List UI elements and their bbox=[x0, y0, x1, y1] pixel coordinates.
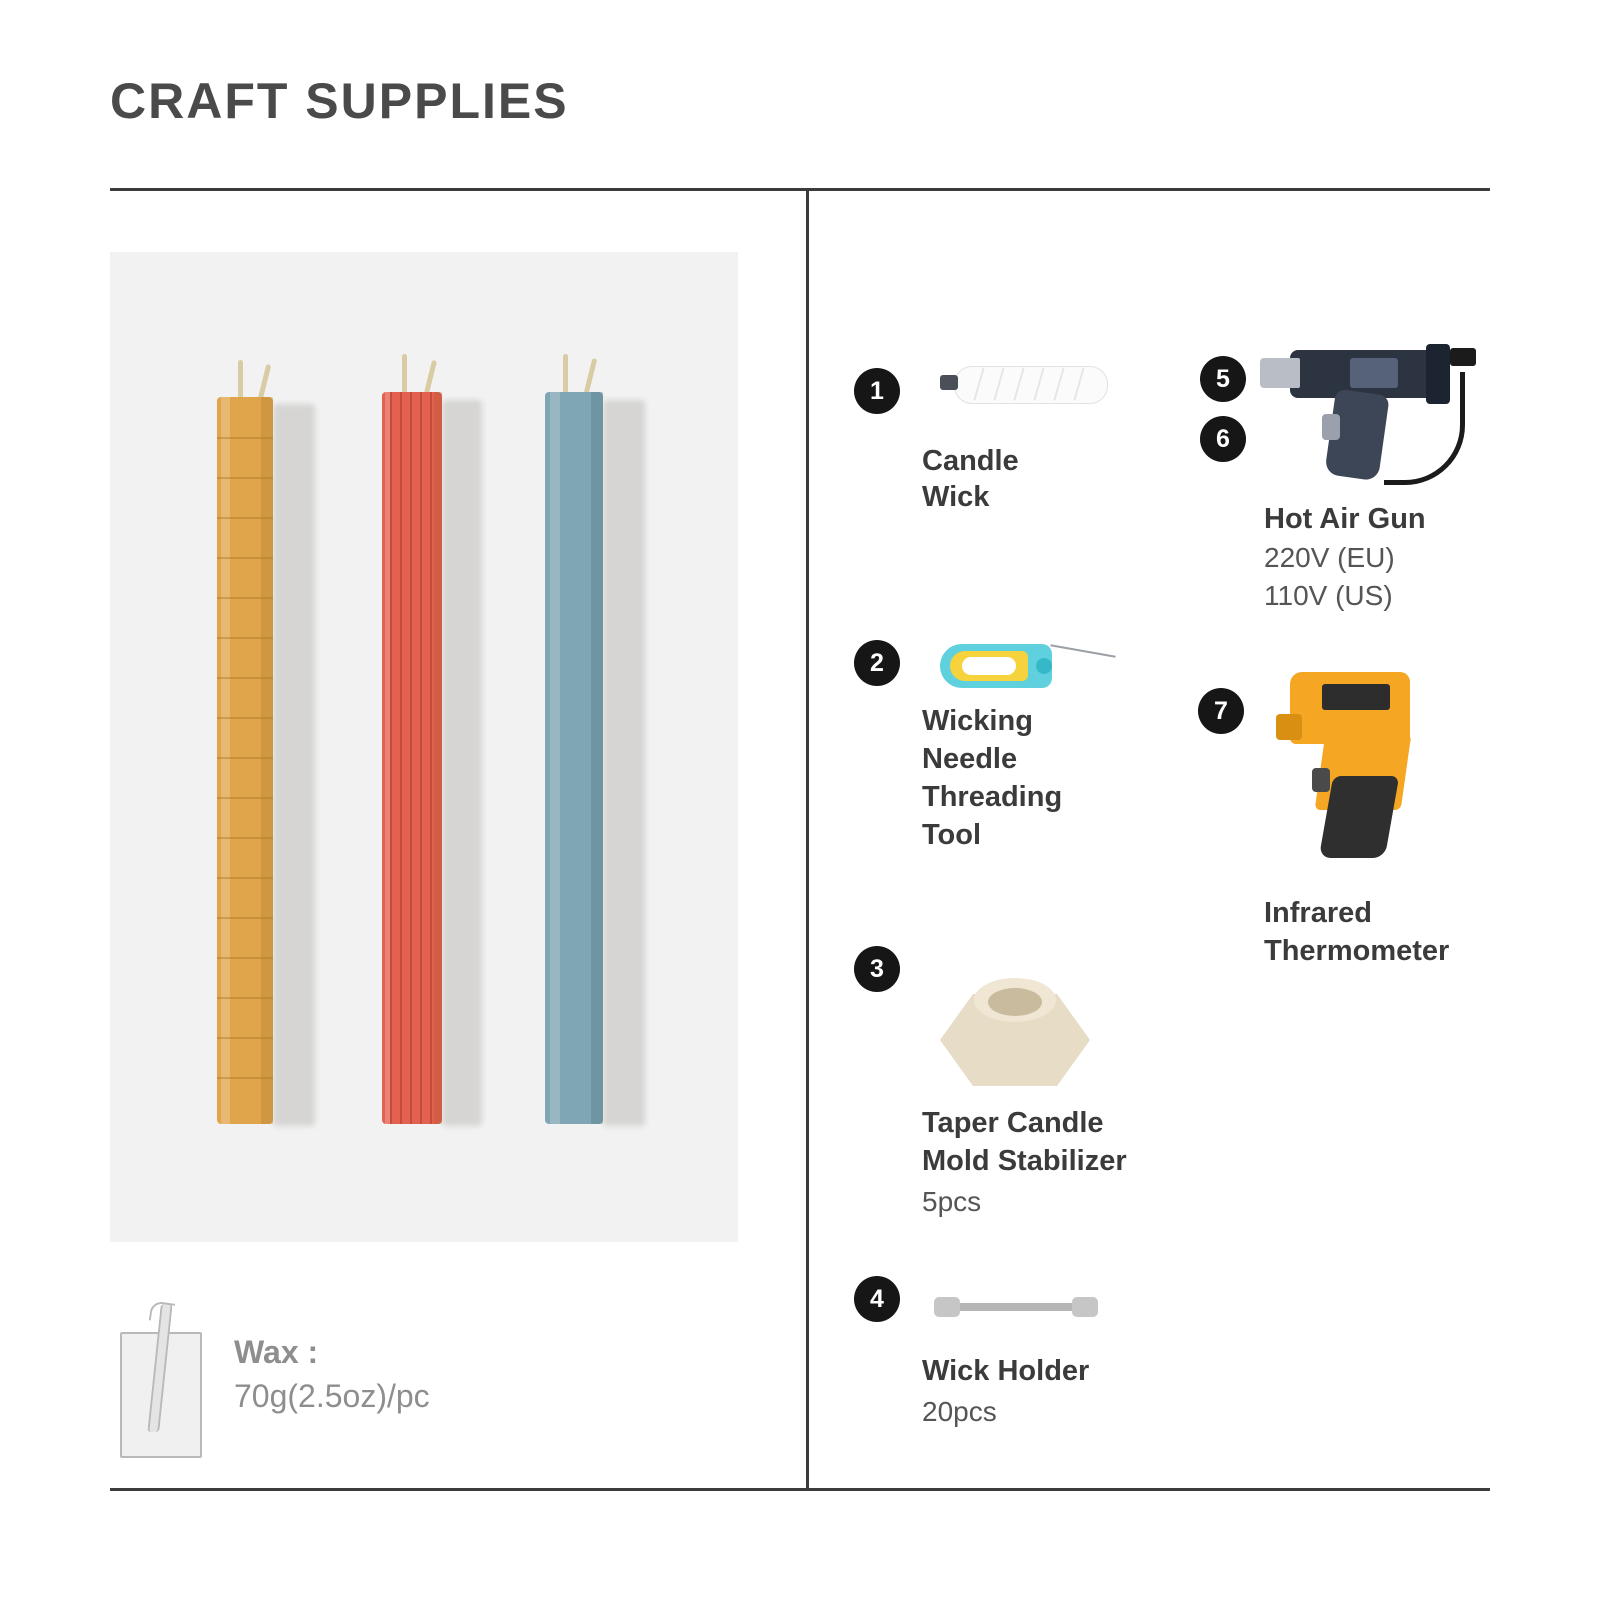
hot-air-gun-icon bbox=[1258, 338, 1488, 508]
wax-text bbox=[234, 1330, 430, 1418]
candle-shadow bbox=[603, 400, 645, 1126]
wax-label: Wax : bbox=[234, 1334, 319, 1370]
item-5-label-line1: Hot Air Gun bbox=[1264, 503, 1426, 535]
candle-shadow bbox=[273, 404, 315, 1126]
badge-2: 2 bbox=[854, 640, 900, 686]
wick-holder-icon bbox=[930, 1292, 1102, 1322]
wax-pour-icon bbox=[114, 1304, 202, 1456]
ribbed-taper-candle bbox=[217, 397, 273, 1124]
candle-wick bbox=[258, 364, 272, 400]
item-7-label-line2: Thermometer bbox=[1264, 935, 1450, 967]
candle-wick-roll-icon bbox=[938, 362, 1116, 406]
badge-5: 5 bbox=[1200, 356, 1246, 402]
item-1-label-line1: Candle bbox=[922, 445, 1019, 477]
candles-photo bbox=[110, 252, 738, 1242]
item-2-label-line1: Wicking bbox=[922, 705, 1033, 737]
item-3-label-line2: Mold Stabilizer bbox=[922, 1145, 1127, 1177]
candle-wick bbox=[584, 358, 598, 394]
fluted-taper-candle bbox=[382, 392, 442, 1124]
wax-note bbox=[110, 1300, 530, 1460]
infrared-thermometer-icon bbox=[1276, 672, 1424, 862]
divider-bottom bbox=[110, 1488, 1490, 1491]
item-4-label-line1: Wick Holder bbox=[922, 1355, 1090, 1387]
item-2-label-line3: Threading bbox=[922, 781, 1063, 813]
badge-3: 3 bbox=[854, 946, 900, 992]
candle-group bbox=[110, 252, 738, 1242]
candle-shade bbox=[261, 397, 273, 1124]
item-7-label-line1: Infrared bbox=[1264, 897, 1372, 929]
divider-vertical bbox=[806, 190, 809, 1488]
item-5-spec-line2: 110V (US) bbox=[1264, 580, 1393, 611]
item-1-label-line2: Wick bbox=[922, 481, 990, 513]
item-4-quantity: 20pcs bbox=[922, 1396, 997, 1427]
wax-value: 70g(2.5oz)/pc bbox=[234, 1378, 430, 1415]
wicking-needle-icon bbox=[940, 638, 1120, 696]
candle-shade bbox=[591, 392, 603, 1124]
item-2-label-line2: Needle bbox=[922, 743, 1018, 775]
smooth-taper-candle bbox=[545, 392, 603, 1124]
badge-7: 7 bbox=[1198, 688, 1244, 734]
badge-6: 6 bbox=[1200, 416, 1246, 462]
item-2-label-line4: Tool bbox=[922, 819, 982, 851]
badge-1: 1 bbox=[854, 368, 900, 414]
item-5-spec-line1: 220V (EU) bbox=[1264, 542, 1395, 573]
item-3-quantity: 5pcs bbox=[922, 1186, 982, 1217]
page-title: CRAFT SUPPLIES bbox=[110, 73, 569, 129]
badge-4: 4 bbox=[854, 1276, 900, 1322]
mold-stabilizer-icon bbox=[940, 978, 1090, 1090]
divider-top bbox=[110, 188, 1490, 191]
item-3-label-line1: Taper Candle bbox=[922, 1107, 1104, 1139]
candle-highlight bbox=[221, 397, 230, 1124]
candle-wick bbox=[424, 360, 437, 394]
candle-highlight bbox=[550, 392, 560, 1124]
candle-shadow bbox=[442, 400, 482, 1126]
